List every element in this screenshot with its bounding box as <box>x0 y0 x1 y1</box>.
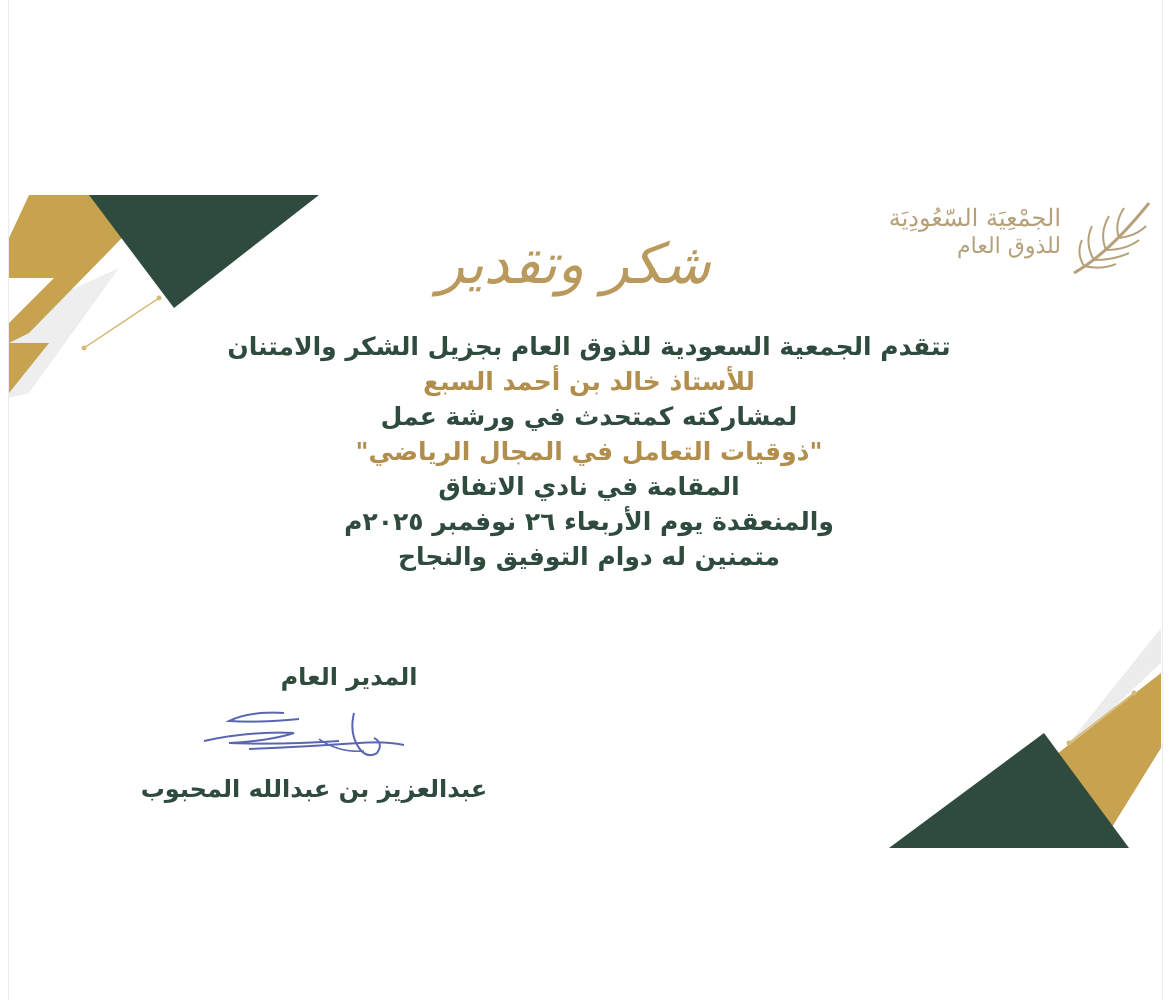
left-dark-green-triangle <box>89 195 319 308</box>
body-line-4-workshop-title: "ذوقيات التعامل في المجال الرياضي" <box>355 437 823 466</box>
body-line-7-wishes: متمنين له دوام التوفيق والنجاح <box>397 542 781 571</box>
logo-line-1: الجمْعِيَة السّعُودِيَة <box>888 204 1061 232</box>
right-gold-dot-2 <box>1132 691 1137 696</box>
body-line-6-date: والمنعقدة يوم الأربعاء ٢٦ نوفمبر ٢٠٢٥م <box>344 507 834 536</box>
handwritten-signature <box>189 693 409 773</box>
signatory-title: المدير العام <box>280 663 418 691</box>
certificate-card <box>9 158 1161 848</box>
left-gold-dot-2 <box>82 346 87 351</box>
body-line-2-recipient: للأستاذ خالد بن أحمد السبع <box>423 367 755 396</box>
certificate-body <box>159 330 1019 575</box>
certificate-title-text: شكر وتقدير <box>437 232 711 297</box>
organization-logo <box>879 196 1169 286</box>
left-gold-dot <box>157 296 162 301</box>
body-line-1: تتقدم الجمعية السعودية للذوق العام بجزيل الشكر والامتنان <box>227 332 951 361</box>
body-line-3: لمشاركته كمتحدث في ورشة عمل <box>380 402 798 431</box>
certificate-title <box>429 222 719 332</box>
signatory-name: عبدالعزيز بن عبدالله المحبوب <box>140 775 488 803</box>
body-line-5-venue: المقامة في نادي الاتفاق <box>438 472 740 501</box>
palm-frond-icon <box>1064 198 1159 278</box>
signature-block <box>69 653 549 833</box>
left-gold-hairline <box>84 298 159 348</box>
right-gold-dot <box>1067 741 1072 746</box>
logo-line-2: للذوق العام <box>957 234 1061 259</box>
